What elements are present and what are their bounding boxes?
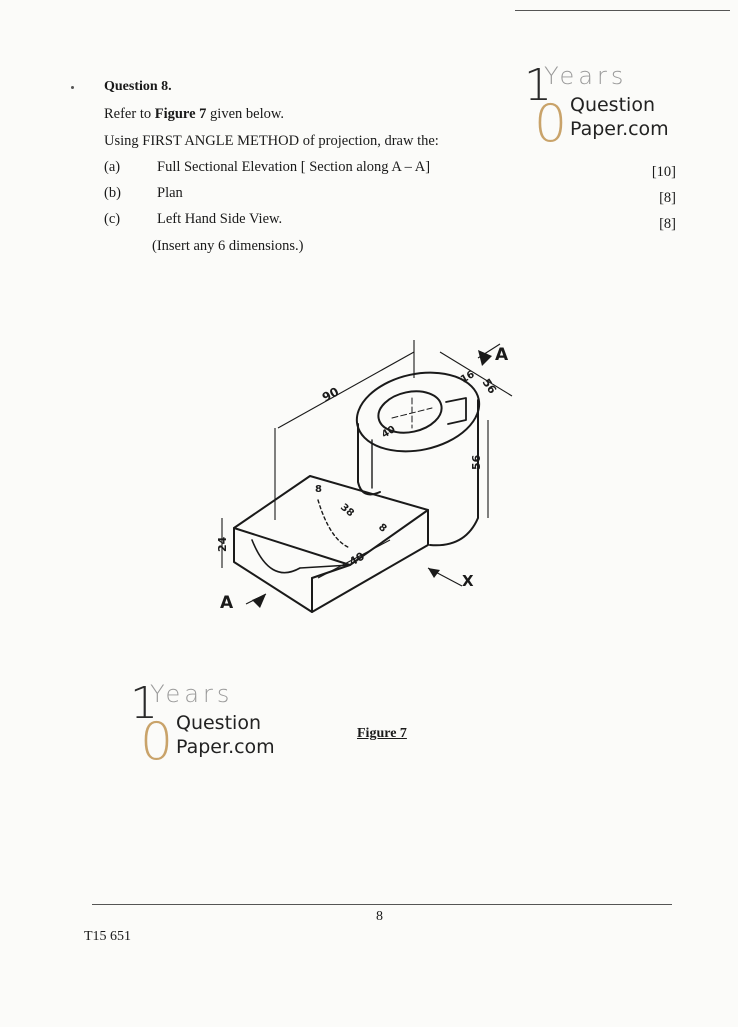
dim-cyl-height-label: 56 [470,454,483,470]
item-a-marks: [10] [651,164,676,180]
center-lines [392,398,432,428]
logo-digit-zero: 0 [534,94,568,154]
item-c-text: Left Hand Side View. [157,211,283,227]
logo-question: Question [176,712,261,734]
question-method-line: Using FIRST ANGLE METHOD of projection, draw the: [104,133,439,149]
logo-question: Question [570,94,655,116]
dim-cut-label: 8 [376,521,389,535]
dimension-note: (Insert any 6 dimensions.) [152,238,304,254]
dim-base-height-label: 24 [216,536,229,552]
item-b-text: Plan [157,185,183,201]
watermark-logo-bottom [130,680,290,770]
dim-hole-label: 40 [380,424,398,441]
instruction-figure-ref: Figure 7 [154,106,207,122]
dim-base-length-label: 40 [347,549,367,569]
paper-code: T15 651 [84,929,132,944]
logo-years: Years [544,62,628,90]
footer-rule [92,904,672,905]
item-c-marks: [8] [659,216,676,232]
isometric-figure [200,330,530,620]
item-a-text: Full Sectional Elevation [ Section along A – A] [157,159,431,175]
logo-digit-one: 1 [524,60,552,111]
watermark-logo-top [524,62,684,152]
logo-digit-one: 1 [130,678,158,729]
item-a-label: (a) [104,159,121,175]
label-view-x: X [462,572,474,590]
base-top-face [234,476,428,565]
base-groove [252,540,350,573]
arrow-head-bottom [252,594,266,608]
dim-90-line [278,352,414,428]
item-b-marks: [8] [659,190,676,206]
dim-arc-label: 38 [338,501,356,520]
dim-slot-label: 16 [459,369,477,386]
question-instruction-line [104,106,284,123]
logo-paper: Paper.com [176,736,275,758]
dim-length-label: 90 [319,384,342,405]
page-number: 8 [376,909,383,924]
logo-years: Years [150,680,234,708]
question-title: Question 8. [104,79,172,94]
instruction-prefix: Refer to [104,106,155,122]
top-rule [515,10,730,11]
arrow-head-top [478,350,492,366]
instruction-suffix: given below. [206,106,285,122]
item-b-label: (b) [104,185,121,201]
dim-cyl-diameter-label: 56 [479,376,499,397]
label-section-bottom: A [220,593,234,613]
logo-paper: Paper.com [570,118,669,140]
margin-dot [71,86,74,89]
logo-digit-zero: 0 [140,712,174,772]
label-section-top: A [495,345,509,365]
base-right-face [312,510,428,612]
item-c-label: (c) [104,211,121,227]
dim-step-label: 8 [315,484,322,495]
cylinder-slot [446,398,466,424]
figure-caption: Figure 7 [357,726,407,741]
